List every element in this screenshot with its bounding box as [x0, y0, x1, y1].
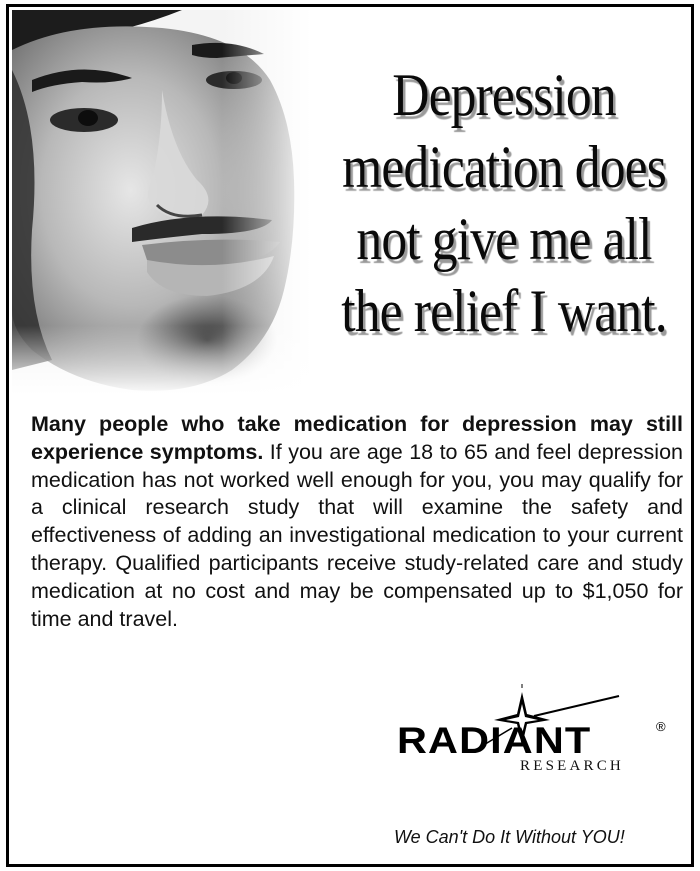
- headline-line-3: not give me all: [356, 206, 652, 272]
- body-paragraph: [31, 411, 683, 633]
- headline-line-2: medication does: [342, 134, 666, 200]
- logo-wordmark: RADIANT: [397, 720, 592, 761]
- ad-border-frame: [6, 4, 694, 867]
- headline-line-1: Depression: [392, 62, 616, 128]
- body-lead-bold: Many people who take medication for depression may still experience symptoms.: [31, 412, 683, 464]
- body-text: If you are age 18 to 65 and feel depression medication has not worked well enough for you, you may qualify for a clinical research study that will examine the safety and effectiveness of adding an investigational medication to your current therapy. Qualified participants receive study-related care and study medication at no cost and may be compensated up to $1,050 for time and travel.: [31, 439, 683, 631]
- logo-subtitle: RESEARCH: [520, 758, 624, 774]
- headline: [336, 59, 671, 347]
- portrait-image: [12, 10, 312, 395]
- headline-line-4: the relief I want.: [341, 278, 667, 344]
- radiant-research-logo: [394, 682, 679, 787]
- tagline: We Can't Do It Without YOU!: [394, 827, 625, 847]
- registered-mark: ®: [656, 719, 666, 734]
